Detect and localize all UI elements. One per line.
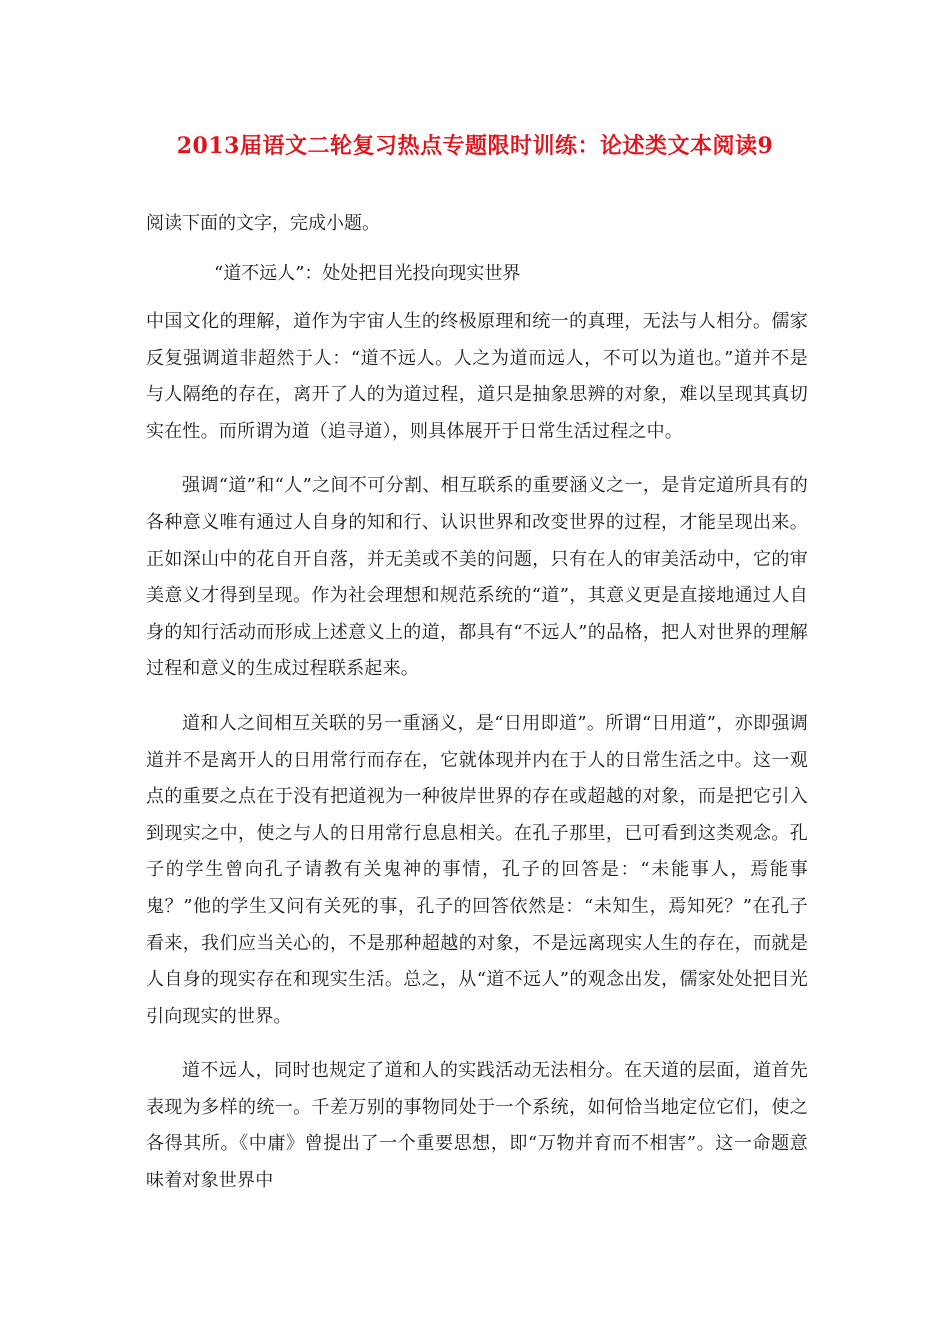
reading-instruction: 阅读下面的文字，完成小题。 <box>146 213 380 234</box>
document-title: 2013届语文二轮复习热点专题限时训练：论述类文本阅读9 <box>176 133 774 159</box>
paragraph-2: 强调“道”和“人”之间不可分割、相互联系的重要涵义之一，是肯定道所具有的各种意义唯有通过人自身的知和行、认识世界和改变世界的过程，才能呈现出来。正如深山中的花自开自落，并无美或不美的问题，只有在人的审美活动中，它的审美意义才得到呈现。作为社会理想和规范系统的“道”，其意义更是直接地通过人自身的知行活动而形成上述意义上的道，都具有“不远人”的品格，把人对世界的理解过程和意义的生成过程联系起来。 <box>146 475 808 680</box>
paragraph-3: 道和人之间相互关联的另一重涵义，是“日用即道”。所谓“日用道”，亦即强调道并不是离开人的日用常行而存在，它就体现并内在于人的日常生活之中。这一观点的重要之点在于没有把道视为一种彼岸世界的存在或超越的对象，而是把它引入到现实之中，使之与人的日用常行息息相关。在孔子那里，已可看到这类观念。孔子的学生曾向孔子请教有关鬼神的事情，孔子的回答是：“未能事人，焉能事鬼？”他的学生又问有关死的事，孔子的回答依然是：“未知生，焉知死？”在孔子看来，我们应当关心的，不是那种超越的对象，不是远离现实人生的存在，而就是人自身的现实存在和现实生活。总之，从“道不远人”的观念出发，儒家处处把目光引向现实的世界。 <box>146 712 808 1027</box>
paragraph-4: 道不远人，同时也规定了道和人的实践活动无法相分。在天道的层面，道首先表现为多样的统一。千差万别的事物同处于一个系统，如何恰当地定位它们，使之各得其所。《中庸》曾提出了一个重要思想，即“万物并育而不相害”。这一命题意味着对象世界中 <box>146 1060 808 1192</box>
paragraph-1: 中国文化的理解，道作为宇宙人生的终极原理和统一的真理，无法与人相分。儒家反复强调道非超然于人：“道不远人。人之为道而远人，不可以为道也。”道并不是与人隔绝的存在，离开了人的为道过程，道只是抽象思辨的对象，难以呈现其真切实在性。而所谓为道（追寻道），则具体展开于日常生活过程之中。 <box>146 311 808 442</box>
document-body <box>146 206 808 1200</box>
article-title: “道不远人”：处处把目光投向现实世界 <box>214 263 521 284</box>
